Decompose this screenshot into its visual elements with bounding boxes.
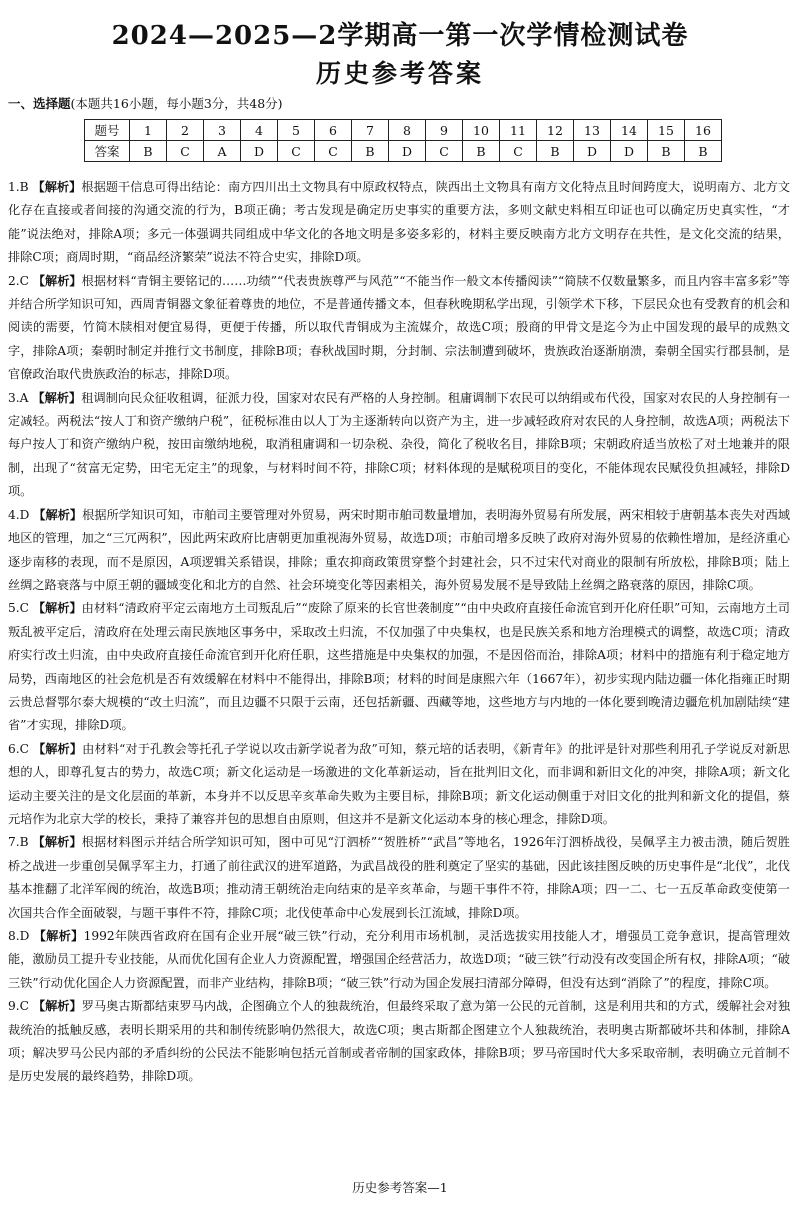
explanation-item bbox=[8, 597, 790, 737]
explanation-item bbox=[8, 925, 790, 995]
row-label-answer: 答案 bbox=[85, 141, 130, 162]
analysis-tag: 【解析】 bbox=[32, 741, 83, 756]
question-number-row bbox=[85, 120, 722, 141]
answer-cell: B bbox=[352, 141, 389, 162]
answer-cell: D bbox=[241, 141, 278, 162]
item-text: 根据所学知识可知，市舶司主要管理对外贸易，两宋时期市舶司数量增加，表明海外贸易有所发展，两宋相较于唐朝基本丧失对西域地区的管理，加之“三冗两积”，因此两宋政府比唐朝更加重视海外贸易，故选D项；市舶司增多反映了政府对海外贸易的依赖性增加，是经济重心逐步南移的表现，而不是原因，A项逻辑关系错误，排除；重农抑商政策贯穿整个封建社会，只不过宋代对商业的限制有所放松，排除B项；陆上丝绸之路衰落与中原王朝的疆域变化和北方的自然、社会环境变化等因素相关，海外贸易发展不是导致陆上丝绸之路衰落的原因，排除C项。 bbox=[8, 507, 791, 592]
section-number: 一、 bbox=[8, 96, 34, 111]
section-name: 选择题 bbox=[33, 96, 71, 111]
explanation-item bbox=[8, 176, 790, 270]
answer-cell: C bbox=[278, 141, 315, 162]
item-lead: 9.C bbox=[8, 999, 33, 1014]
answer-cell: C bbox=[315, 141, 352, 162]
answer-cell: C bbox=[500, 141, 537, 162]
question-number: 1 bbox=[130, 120, 167, 141]
item-text: 由材料“清政府平定云南地方土司叛乱后”“废除了原来的长官世袭制度”“由中央政府直接任命流官到开化府任职”可知，云南地方土司叛乱被平定后，清政府在处理云南民族地区事务中，采取改土归流，不仅加强了中央集权，也是民族关系和地方治理模式的调整，故选C项；清政府实行改土归流，由中央政府直接任命流官到开化府任职，这些措施是中央集权的加强，不是因俗而治，排除A项；材料中的措施有利于稳定地方局势，西南地区的社会危机是否有效缓解在材料中不能得出，排除B项；材料的时间是康熙六年（1667年），初步实现内陆边疆一体化指雍正时期云贵总督鄂尔泰大规模的“改土归流”，而且边疆不只限于云南，还包括新疆、西藏等地，这些地方与内地的一体化要到晚清边疆危机加剧陆续“建省”才实现，排除D项。 bbox=[8, 601, 790, 733]
question-number: 9 bbox=[426, 120, 463, 141]
item-text: 根据材料图示并结合所学知识可知，图中可见“汀泗桥”“贺胜桥”“武昌”等地名，1926年汀泗桥战役，吴佩孚主力被击溃，随后贺胜桥之战进一步重创吴佩孚军主力，打通了前往武汉的进军道路，为武昌战役的胜利奠定了坚实的基础，因此该挂图反映的历史事件是“北伐”，北伐基本推翻了北洋军阀的统治，故选B项；推动清王朝统治走向结束的是辛亥革命，与题干事件不符，排除A项；四一二、七一五反革命政变使第一次国共合作全面破裂，与题干事件不符，排除C项；北伐使革命中心发展到长江流域，排除D项。 bbox=[8, 835, 790, 920]
question-number: 13 bbox=[574, 120, 611, 141]
explanation-list bbox=[8, 176, 790, 1089]
analysis-tag: 【解析】 bbox=[32, 390, 82, 405]
answer-cell: C bbox=[426, 141, 463, 162]
item-lead: 7.B bbox=[8, 835, 33, 850]
explanation-item bbox=[8, 270, 790, 387]
question-number: 6 bbox=[315, 120, 352, 141]
analysis-tag: 【解析】 bbox=[32, 601, 82, 616]
analysis-tag: 【解析】 bbox=[32, 180, 82, 194]
answer-cell: B bbox=[685, 141, 722, 162]
question-number: 10 bbox=[463, 120, 500, 141]
explanation-item bbox=[8, 387, 790, 504]
item-lead: 4.D bbox=[8, 507, 34, 522]
row-label-number: 题号 bbox=[85, 120, 130, 141]
question-number: 3 bbox=[204, 120, 241, 141]
document-title: 2024—2025—2学期高一第一次学情检测试卷 bbox=[111, 21, 689, 51]
analysis-tag: 【解析】 bbox=[32, 835, 82, 850]
item-text: 根据题干信息可得出结论：南方四川出土文物具有中原政权特点，陕西出土文物具有南方文化特点且时间跨度大，说明南方、北方文化存在直接或者间接的沟通交流的行为，B项正确；考古发现是确定历史事实的重要方法，多则文献史料相互印证也可以确定历史真实性，“才能”说法绝对，排除A项；多元一体强调共同组成中华文化的各地文明是多姿多彩的，材料主要反映南方北方文明存在共性，是文化交流的结果，排除C项；商周时期，“商品经济繁荣”说法不符合史实，排除D项。 bbox=[8, 180, 791, 265]
analysis-tag: 【解析】 bbox=[33, 929, 84, 943]
question-number: 15 bbox=[648, 120, 685, 141]
question-number: 12 bbox=[537, 120, 574, 141]
page-footer: 历史参考答案—1 bbox=[352, 1180, 448, 1195]
item-text: 由材料“对于孔教会等托孔子学说以攻击新学说者为敌”可知，蔡元培的话表明，《新青年》的批评是针对那些利用孔子学说反对新思想的人，即尊孔复古的势力，故选C项；新文化运动是一场激进的文化革新运动，旨在批判旧文化，而非调和新旧文化的冲突，排除A项；新文化运动主要关注的是文化层面的革新，本身并不以反思辛亥革命失败为主要目标，排除B项；新文化运动侧重于对旧文化的批判和新文化的提倡，蔡元培作为北京大学的校长，秉持了兼容并包的思想自由原则，但这并不是新文化运动本身的核心理念，排除D项。 bbox=[8, 741, 790, 826]
item-lead: 6.C bbox=[8, 741, 33, 756]
answer-table bbox=[84, 119, 722, 162]
answer-cell: A bbox=[204, 141, 241, 162]
item-lead: 2.C bbox=[8, 273, 33, 288]
answer-cell: B bbox=[130, 141, 167, 162]
item-text: 根据材料“青铜主要铭记的……功绩”“代表贵族尊严与风范”“不能当作一般文本传播阅读”“简牍不仅数量繁多，而且内容丰富多彩”等并结合所学知识可知，西周青铜器文象征着尊贵的地位，不是普通传播文本，但春秋晚期私学出现，引领学术下移，下层民众也有受教育的机会和阅读的需要，竹简木牍相对便宜易得，更便于传播，所以取代青铜成为主流媒介，故选C项；殷商的甲骨文是迄今为止中国发现的最早的成熟文字，排除A项；秦朝时制定并推行文书制度，排除B项；春秋战国时期，分封制、宗法制遭到破坏，贵族政治逐渐崩溃，秦朝全国实行郡县制，是官僚政治取代贵族政治的标志，排除D项。 bbox=[8, 273, 790, 382]
section-note: (本题共16小题，每小题3分，共48分) bbox=[70, 96, 283, 111]
item-lead: 3.A bbox=[8, 390, 33, 405]
answer-cell: B bbox=[463, 141, 500, 162]
explanation-item bbox=[8, 831, 790, 925]
question-number: 11 bbox=[500, 120, 537, 141]
question-number: 14 bbox=[611, 120, 648, 141]
answer-cell: B bbox=[537, 141, 574, 162]
item-lead: 8.D bbox=[8, 929, 34, 943]
analysis-tag: 【解析】 bbox=[33, 507, 83, 522]
question-number: 2 bbox=[167, 120, 204, 141]
item-text: 罗马奥古斯都结束罗马内战，企图确立个人的独裁统治，但最终采取了意为第一公民的元首制，这是利用共和的方式，缓解社会对独裁统治的抵触反感，表明长期采用的共和制传统影响仍然很大，故选C项；奥古斯都企图建立个人独裁统治，表明奥古斯都破坏共和体制，排除A项；解决罗马公民内部的矛盾纠纷的公民法不能影响包括元首制或者帝制的国家政体，排除B项；罗马帝国时代大多采取帝制，表明确立元首制不是历史发展的最终趋势，排除D项。 bbox=[8, 999, 791, 1084]
explanation-item bbox=[8, 738, 790, 832]
explanation-item bbox=[8, 504, 790, 598]
answer-cell: C bbox=[167, 141, 204, 162]
item-lead: 1.B bbox=[8, 180, 33, 194]
item-lead: 5.C bbox=[8, 601, 33, 616]
answer-cell: D bbox=[389, 141, 426, 162]
question-number: 4 bbox=[241, 120, 278, 141]
question-number: 16 bbox=[685, 120, 722, 141]
answer-row bbox=[85, 141, 722, 162]
document-subtitle: 历史参考答案 bbox=[315, 59, 484, 88]
item-text: 租调制向民众征收租调，征派力役，国家对农民有严格的人身控制。租庸调制下农民可以纳绢或布代役，国家对农民的人身控制有一定减轻。两税法“按人丁和资产缴纳户税”，征税标准由以人丁为主逐渐转向以资产为主，进一步减轻政府对农民的人身控制，故选A项；两税法下每户按人丁和资产缴纳户税，按田亩缴纳地税，取消租庸调和一切杂税、杂役，简化了税收名目，排除B项；宋朝政府适当放松了对土地兼并的限制，出现了“贫富无定势，田宅无定主”的现象，与材料时间不符，排除C项；材料体现的是赋税项目的变化，不能体现农民赋役负担减轻，排除D项。 bbox=[8, 390, 791, 499]
question-number: 8 bbox=[389, 120, 426, 141]
question-number: 7 bbox=[352, 120, 389, 141]
answer-cell: D bbox=[611, 141, 648, 162]
analysis-tag: 【解析】 bbox=[32, 999, 82, 1014]
answer-cell: D bbox=[574, 141, 611, 162]
section-heading bbox=[8, 96, 283, 112]
explanation-item bbox=[8, 995, 790, 1089]
answer-cell: B bbox=[648, 141, 685, 162]
question-number: 5 bbox=[278, 120, 315, 141]
item-text: 1992年陕西省政府在国有企业开展“破三铁”行动，充分利用市场机制，灵活选拔实用技能人才，增强员工竞争意识，提高管理效能，激励员工提升专业技能，从而优化国有企业人力资源配置，增强国企经营活力，故选D项；“破三铁”行动没有改变国企所有权，排除A项；“破三铁”行动优化国企人力资源配置，而非产业结构，排除B项；“破三铁”行动为国企发展扫清部分障碍，但没有达到“消除了”的程度，排除C项。 bbox=[8, 929, 791, 990]
analysis-tag: 【解析】 bbox=[32, 273, 82, 288]
